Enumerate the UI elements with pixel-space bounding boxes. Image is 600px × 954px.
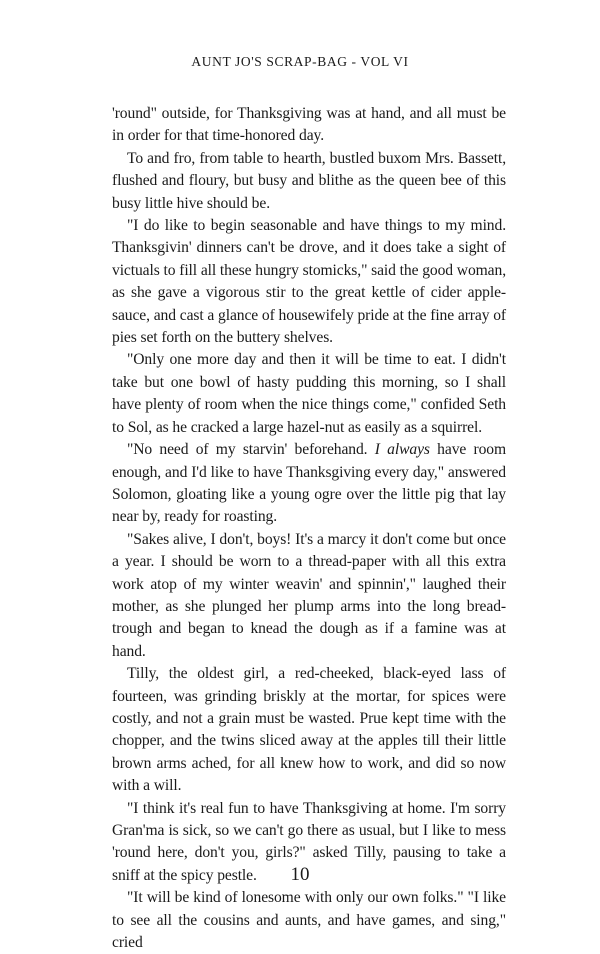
- paragraph-2: To and fro, from table to hearth, bustled buxom Mrs. Bassett, flushed and floury, but busy and blithe as the queen bee of this busy little hive should be.: [112, 149, 506, 212]
- paragraph-4: "Only one more day and then it will be time to eat. I didn't take but one bowl of hasty pudding this morning, so I shall have plenty of room when the nice things come," confided Seth to Sol, as he cracked a large hazel-nut as easily as a squirrel.: [112, 351, 506, 436]
- paragraph-1: 'round" outside, for Thanksgiving was at hand, and all must be in order for that time-honored day.: [112, 105, 506, 145]
- paragraph-5: [112, 439, 506, 529]
- page-text: [112, 103, 506, 954]
- paragraph-7: Tilly, the oldest girl, a red-cheeked, black-eyed lass of fourteen, was grinding briskly at the mortar, for spices were costly, and not a grain must be wasted. Prue kept time with the chopper, and the twins sliced away at the apples till their little brown arms ached, for all knew how to work, and did so now with a will.: [112, 665, 506, 795]
- paragraph-8: "I think it's real fun to have Thanksgiving at home. I'm sorry Gran'ma is sick, so we can't go there as usual, but I like to mess 'round here, don't you, girls?" asked Tilly, pausing to take a sniff at the spicy pestle.: [112, 799, 506, 884]
- paragraph-3: "I do like to begin seasonable and have things to my mind. Thanksgivin' dinners can't be drove, and it does take a sight of victuals to fill all these hungry stomicks," said the good woman, as she gave a vigorous stir to the great kettle of cider apple-sauce, and cast a glance of housewifely pride at the fine array of pies set forth on the buttery shelves.: [112, 217, 506, 347]
- paragraph-6: "Sakes alive, I don't, boys! It's a marcy it don't come but once a year. I should be worn to a thread-paper with all this extra work atop of my winter weavin' and spinnin'," laughed their mother, as she plunged her plump arms into the long bread-trough and began to knead the dough as if a famine was at hand.: [112, 530, 506, 660]
- running-head-title: AUNT JO'S SCRAP-BAG - VOL VI: [191, 54, 409, 69]
- page-number: 10: [290, 864, 310, 885]
- paragraph-5-after: have room enough, and I'd like to have Thanksgiving every day," answered Solomon, gloating like a young ogre over the little pig that lay near by, ready for roasting.: [112, 441, 507, 526]
- paragraph-5-emphasis: I always: [374, 441, 430, 459]
- paragraph-5-before: "No need of my starvin' beforehand.: [127, 441, 375, 459]
- paragraph-9: "It will be kind of lonesome with only our own folks." "I like to see all the cousins and aunts, and have games, and sing," cried: [112, 889, 506, 952]
